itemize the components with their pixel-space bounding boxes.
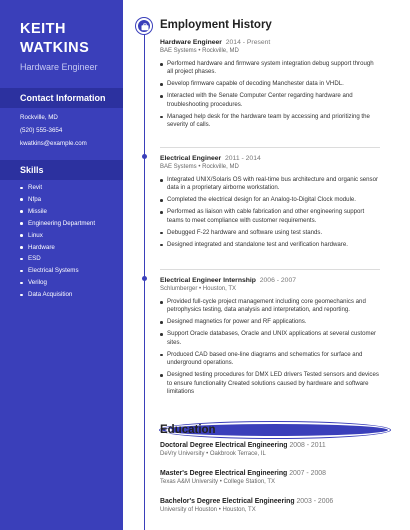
skill-item: Data Acquisition bbox=[20, 289, 95, 301]
job-header bbox=[160, 38, 380, 47]
job-role: Electrical Engineer bbox=[160, 155, 222, 162]
job-company-line: BAE Systems • Rockville, MD bbox=[160, 48, 239, 54]
skill-item: Missile bbox=[20, 206, 95, 218]
job-bullet: Designed integrated and standalone test and verification hardware. bbox=[160, 241, 380, 249]
education-entry bbox=[160, 497, 390, 515]
job-company: BAE Systems bbox=[160, 164, 197, 170]
job-dates: 2011 - 2014 bbox=[224, 155, 261, 162]
skills-heading: Skills bbox=[0, 160, 123, 180]
job-bullets bbox=[160, 176, 380, 249]
job-bullet: Develop firmware capable of decoding Manchester data in VHDL. bbox=[160, 80, 380, 88]
job-role: Hardware Engineer bbox=[160, 39, 222, 46]
job-bullet: Provided full-cycle project management including core geomechanics and petrophysics testing, data analysis and interpretation, and reporting. bbox=[160, 298, 380, 315]
education-degree: Bachelor's Degree Electrical Engineering bbox=[160, 498, 295, 505]
job-company: Schlumberger bbox=[160, 286, 198, 292]
education-location: Oakbrook Terrace, IL bbox=[209, 451, 266, 457]
job-bullet: Interacted with the Senate Computer Center regarding hardware and troubleshooting procedures. bbox=[160, 92, 380, 109]
candidate-title: Hardware Engineer bbox=[20, 62, 98, 72]
skill-item: Engineering Department bbox=[20, 218, 95, 230]
job-location: Houston, TX bbox=[202, 286, 237, 292]
skill-item: Revit bbox=[20, 182, 95, 194]
job-header bbox=[160, 154, 380, 163]
education-dates: 2008 - 2011 bbox=[289, 442, 326, 449]
education-school: Texas A&M University bbox=[160, 479, 219, 485]
contact-list bbox=[20, 111, 87, 150]
education-header bbox=[160, 497, 390, 506]
name-last: WATKINS bbox=[20, 40, 90, 56]
job-header bbox=[160, 276, 380, 285]
job-bullet: Performed as liaison with cable fabrication and other engineering support teams to meet compliance with customer requirements. bbox=[160, 208, 380, 225]
education-degree: Master's Degree Electrical Engineering bbox=[160, 470, 288, 477]
job-dates: 2006 - 2007 bbox=[259, 277, 297, 284]
job-dates: 2014 - Present bbox=[225, 39, 271, 46]
skill-item: Hardware bbox=[20, 242, 95, 254]
job-bullet: Integrated UNIX/Solaris OS with real-time bus architecture and organic sensor data in a proprietary airborne workstation. bbox=[160, 176, 380, 193]
job-bullets bbox=[160, 60, 380, 130]
education-heading: Education bbox=[160, 424, 216, 436]
job-entry bbox=[160, 38, 380, 133]
contact-phone: (520) 555-3654 bbox=[20, 127, 63, 134]
job-bullet: Support Oracle databases, Oracle and UNIX applications at several customer sites. bbox=[160, 330, 380, 347]
sidebar bbox=[0, 0, 123, 530]
contact-heading: Contact Information bbox=[0, 88, 123, 108]
job-bullet: Performed hardware and firmware system integration debug support through all project phases. bbox=[160, 60, 380, 77]
job-location: Rockville, MD bbox=[202, 48, 239, 54]
education-location: Houston, TX bbox=[222, 507, 256, 513]
job-bullet: Designed magnetics for power and RF applications. bbox=[160, 318, 380, 326]
job-bullet: Debugged F-22 hardware and software using test stands. bbox=[160, 229, 380, 237]
employment-heading: Employment History bbox=[160, 19, 272, 31]
education-dates: 2003 - 2006 bbox=[296, 498, 334, 505]
education-dates: 2007 - 2008 bbox=[289, 470, 326, 477]
job-bullets bbox=[160, 298, 380, 396]
timeline-dot bbox=[142, 276, 147, 281]
candidate-name bbox=[20, 20, 120, 58]
section-divider bbox=[160, 269, 380, 270]
job-company: BAE Systems bbox=[160, 48, 197, 54]
briefcase-icon bbox=[136, 18, 152, 34]
job-bullet: Completed the electrical design for an Analog-to-Digital Clock module. bbox=[160, 196, 380, 204]
education-school-line: DeVry University • Oakbrook Terrace, IL bbox=[160, 451, 266, 457]
section-divider bbox=[160, 147, 380, 148]
skill-item: ESD bbox=[20, 253, 95, 265]
skill-item: Nfpa bbox=[20, 194, 95, 206]
job-bullet: Managed help desk for the hardware team by accessing and prioritizing the severity of calls. bbox=[160, 113, 380, 130]
education-entry bbox=[160, 469, 390, 487]
job-role: Electrical Engineer Internship bbox=[160, 277, 256, 284]
job-bullet: Designed testing procedures for DMX LED drivers Tested sensors and devices to ensure functionality Created solutions caused by hardware and software limitations bbox=[160, 371, 380, 396]
job-bullet: Produced CAD based one-line diagrams and schematics for surface and underground operations. bbox=[160, 351, 380, 368]
education-school: DeVry University bbox=[160, 451, 205, 457]
contact-email[interactable]: kwatkins@example.com bbox=[20, 140, 87, 147]
education-school: University of Houston bbox=[160, 507, 218, 513]
education-school-line: Texas A&M University • College Station, TX bbox=[160, 479, 276, 485]
education-location: College Station, TX bbox=[223, 479, 276, 485]
name-first: KEITH bbox=[20, 21, 66, 37]
education-school-line: University of Houston • Houston, TX bbox=[160, 507, 256, 513]
timeline-dot bbox=[142, 154, 147, 159]
job-company-line: Schlumberger • Houston, TX bbox=[160, 286, 237, 292]
education-header bbox=[160, 441, 390, 450]
contact-location: Rockville, MD bbox=[20, 114, 58, 121]
job-company-line: BAE Systems • Rockville, MD bbox=[160, 164, 239, 170]
job-entry bbox=[160, 276, 380, 400]
skill-item: Electrical Systems bbox=[20, 265, 95, 277]
education-entry bbox=[160, 441, 390, 459]
skill-item: Linux bbox=[20, 230, 95, 242]
education-degree: Doctoral Degree Electrical Engineering bbox=[160, 442, 288, 449]
skills-list bbox=[20, 182, 95, 301]
education-header bbox=[160, 469, 390, 478]
job-location: Rockville, MD bbox=[202, 164, 239, 170]
skill-item: Verilog bbox=[20, 277, 95, 289]
job-entry bbox=[160, 154, 380, 253]
